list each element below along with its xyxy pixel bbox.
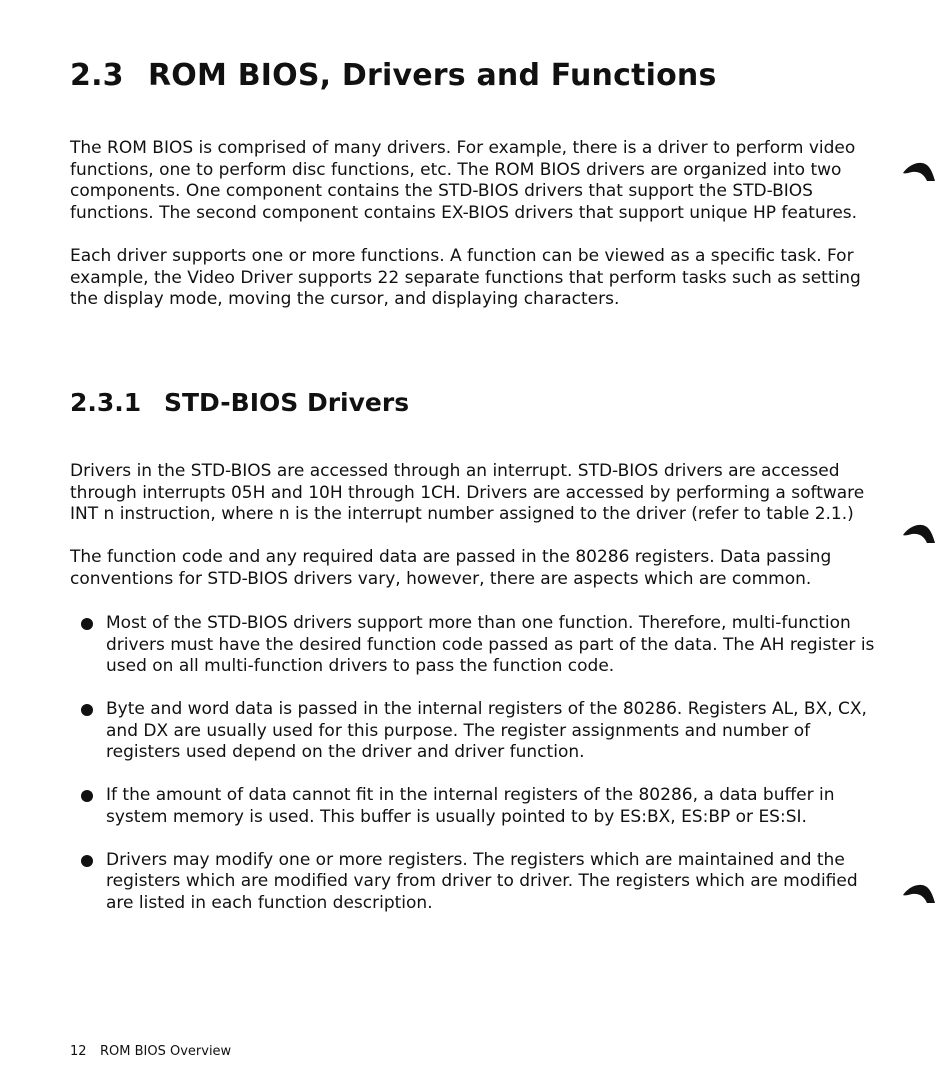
- bullet-text: Byte and word data is passed in the internal registers of the 80286. Registers AL, BX, CX, and DX are usually used for this purpose. The register assignments and number of registers used depend on the driver and driver function.: [106, 699, 867, 762]
- subsection-number: 2.3.1: [70, 388, 142, 417]
- page-footer: [70, 1044, 231, 1059]
- bullet-text: Most of the STD-BIOS drivers support more than one function. Therefore, multi-function drivers must have the desired function code passed as part of the data. The AH register is used on all multi-function drivers to pass the function code.: [106, 613, 875, 676]
- binding-hole-mark-icon: [902, 522, 936, 544]
- binding-hole-mark-icon: [902, 160, 936, 182]
- bullet-dot-icon: [81, 790, 93, 802]
- bullet-item: [70, 613, 882, 678]
- subsection-paragraph-1: Drivers in the STD-BIOS are accessed through an interrupt. STD-BIOS drivers are accessed through interrupts 05H and 10H through 1CH. Drivers are accessed by performing a software INT n instruction, where n is the interrupt number assigned to the driver (refer to table 2.1.): [70, 461, 865, 524]
- bullet-text: Drivers may modify one or more registers. The registers which are maintained and the registers which are modified vary from driver to driver. The registers which are modified are listed in each function description.: [106, 849, 858, 913]
- bullet-list: [70, 613, 882, 936]
- intro-paragraph-2: Each driver supports one or more functions. A function can be viewed as a specific task. For example, the Video Driver supports 22 separate functions that perform tasks such as setting the display mode, moving the cursor, and displaying characters.: [70, 246, 861, 309]
- bullet-text: If the amount of data cannot fit in the internal registers of the 80286, a data buffer in system memory is used. This buffer is usually pointed to by ES:BX, ES:BP or ES:SI.: [106, 785, 835, 827]
- section-heading: [70, 58, 717, 93]
- binding-hole-mark-icon: [902, 882, 936, 904]
- bullet-item: [70, 785, 882, 828]
- section-number: 2.3: [70, 58, 124, 93]
- bullet-item: [70, 699, 882, 764]
- footer-page-number: 12: [70, 1044, 87, 1059]
- bullet-dot-icon: [81, 704, 93, 716]
- footer-running-title: ROM BIOS Overview: [100, 1044, 232, 1059]
- subsection-heading: [70, 388, 409, 417]
- subsection-paragraph-2: The function code and any required data are passed in the 80286 registers. Data passing conventions for STD-BIOS drivers vary, however, there are aspects which are common.: [70, 547, 832, 589]
- bullet-item: [70, 850, 882, 915]
- intro-paragraph-1: The ROM BIOS is comprised of many drivers. For example, there is a driver to perform video functions, one to perform disc functions, etc. The ROM BIOS drivers are organized into two components. One component contains the STD-BIOS drivers that support the STD-BIOS functions. The second component contains EX-BIOS drivers that support unique HP features.: [70, 138, 858, 223]
- bullet-dot-icon: [81, 618, 93, 630]
- subsection-title: STD-BIOS Drivers: [164, 388, 410, 417]
- section-title: ROM BIOS, Drivers and Functions: [148, 58, 717, 93]
- bullet-dot-icon: [81, 855, 93, 867]
